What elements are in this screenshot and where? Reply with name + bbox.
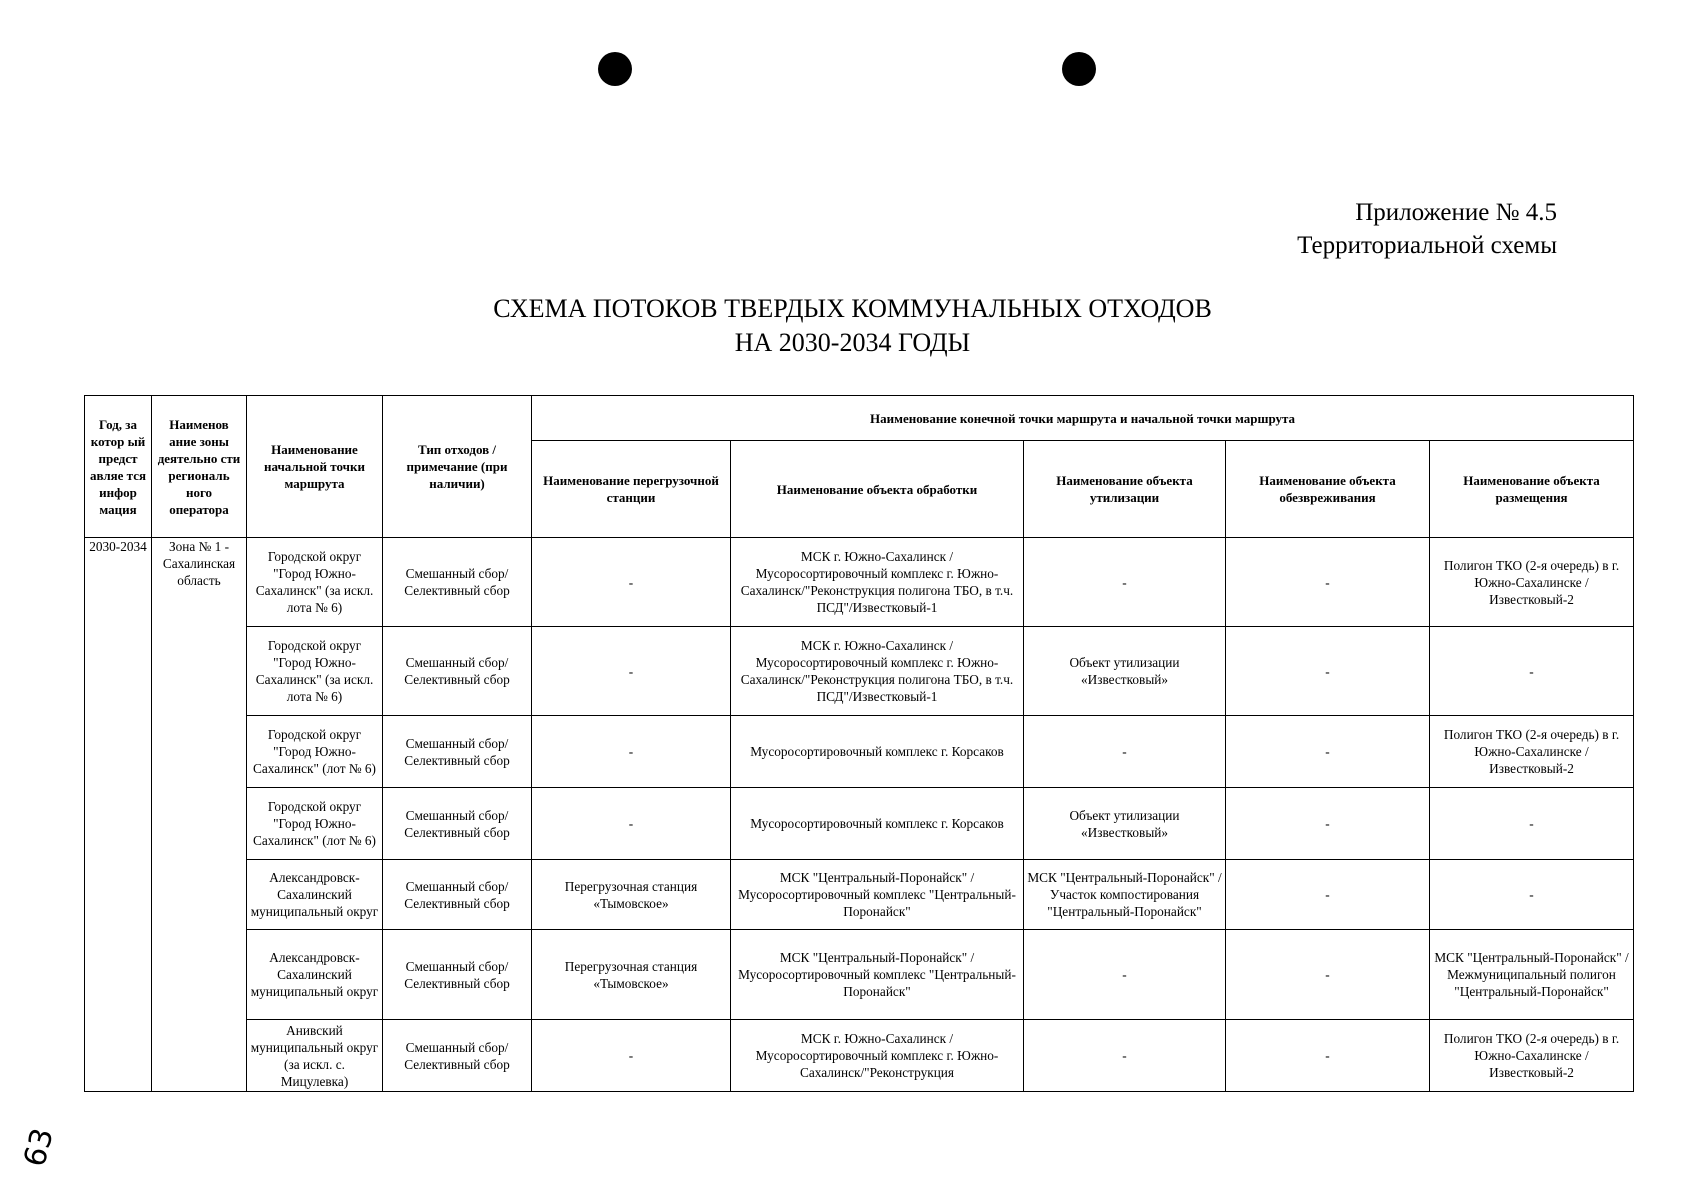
neutralization-cell: - (1226, 716, 1430, 788)
appendix-line-1: Приложение № 4.5 (1355, 199, 1557, 226)
start-point-cell: Александровск-Сахалинский муниципальный округ (247, 930, 383, 1020)
waste-flow-table (84, 395, 1634, 1092)
processing-cell: Мусоросортировочный комплекс г. Корсаков (731, 788, 1024, 860)
placement-cell: Полигон ТКО (2-я очередь) в г. Южно-Сахалинске / Известковый-2 (1430, 716, 1634, 788)
processing-cell: МСК "Центральный-Поронайск" / Мусоросортировочный комплекс "Центральный-Поронайск" (731, 930, 1024, 1020)
document-title (0, 292, 1705, 360)
table-row (85, 860, 1634, 930)
appendix-line-2: Территориальной схемы (1297, 232, 1557, 259)
zone-cell: Зона № 1 - Сахалинская область (152, 538, 247, 1092)
neutralization-cell: - (1226, 930, 1430, 1020)
header-processing: Наименование объекта обработки (731, 441, 1024, 538)
transfer-cell: - (532, 538, 731, 627)
handwritten-page-number: 63 (17, 1124, 61, 1171)
table-row (85, 538, 1634, 627)
punch-hole-right (1062, 52, 1096, 86)
start-point-cell: Городской округ "Город Южно-Сахалинск" (лот № 6) (247, 788, 383, 860)
title-line-1: СХЕМА ПОТОКОВ ТВЕРДЫХ КОММУНАЛЬНЫХ ОТХОДОВ (493, 294, 1212, 323)
transfer-cell: Перегрузочная станция «Тымовское» (532, 930, 731, 1020)
neutralization-cell: - (1226, 788, 1430, 860)
start-point-cell: Городской округ "Город Южно-Сахалинск" (за искл. лота № 6) (247, 538, 383, 627)
waste-type-cell: Смешанный сбор/ Селективный сбор (383, 1020, 532, 1092)
header-neutralization: Наименование объекта обезвреживания (1226, 441, 1430, 538)
header-utilization: Наименование объекта утилизации (1024, 441, 1226, 538)
transfer-cell: Перегрузочная станция «Тымовское» (532, 860, 731, 930)
transfer-cell: - (532, 788, 731, 860)
table-row (85, 1020, 1634, 1092)
neutralization-cell: - (1226, 1020, 1430, 1092)
table-row (85, 930, 1634, 1020)
placement-cell: Полигон ТКО (2-я очередь) в г. Южно-Сахалинске / Известковый-2 (1430, 1020, 1634, 1092)
placement-cell: МСК "Центральный-Поронайск" / Межмуниципальный полигон "Центральный-Поронайск" (1430, 930, 1634, 1020)
start-point-cell: Городской округ "Город Южно-Сахалинск" (за искл. лота № 6) (247, 627, 383, 716)
placement-cell: - (1430, 788, 1634, 860)
processing-cell: МСК г. Южно-Сахалинск / Мусоросортировочный комплекс г. Южно-Сахалинск/"Реконструкция полигона ТБО, в т.ч. ПСД"/Известковый-1 (731, 538, 1024, 627)
utilization-cell: Объект утилизации «Известковый» (1024, 627, 1226, 716)
transfer-cell: - (532, 627, 731, 716)
title-line-2: НА 2030-2034 ГОДЫ (734, 328, 971, 357)
start-point-cell: Александровск-Сахалинский муниципальный округ (247, 860, 383, 930)
placement-cell: - (1430, 627, 1634, 716)
placement-cell: Полигон ТКО (2-я очередь) в г. Южно-Сахалинске / Известковый-2 (1430, 538, 1634, 627)
waste-type-cell: Смешанный сбор/ Селективный сбор (383, 930, 532, 1020)
neutralization-cell: - (1226, 538, 1430, 627)
processing-cell: МСК г. Южно-Сахалинск / Мусоросортировочный комплекс г. Южно-Сахалинск/"Реконструкция полигона ТБО, в т.ч. ПСД"/Известковый-1 (731, 627, 1024, 716)
start-point-cell: Городской округ "Город Южно-Сахалинск" (лот № 6) (247, 716, 383, 788)
utilization-cell: - (1024, 930, 1226, 1020)
neutralization-cell: - (1226, 627, 1430, 716)
transfer-cell: - (532, 716, 731, 788)
waste-type-cell: Смешанный сбор/ Селективный сбор (383, 716, 532, 788)
placement-cell: - (1430, 860, 1634, 930)
utilization-cell: - (1024, 538, 1226, 627)
processing-cell: МСК "Центральный-Поронайск" / Мусоросортировочный комплекс "Центральный-Поронайск" (731, 860, 1024, 930)
header-transfer-station: Наименование перегрузочной станции (532, 441, 731, 538)
start-point-cell: Анивский муниципальный округ (за искл. с. Мицулевка) (247, 1020, 383, 1092)
header-row-1 (85, 396, 1634, 441)
waste-type-cell: Смешанный сбор/ Селективный сбор (383, 627, 532, 716)
utilization-cell: - (1024, 716, 1226, 788)
neutralization-cell: - (1226, 860, 1430, 930)
header-endpoint-group: Наименование конечной точки маршрута и начальной точки маршрута (532, 396, 1634, 441)
header-zone: Наименов ание зоны деятельно сти региональ ного оператора (152, 396, 247, 538)
waste-type-cell: Смешанный сбор/ Селективный сбор (383, 788, 532, 860)
year-cell: 2030-2034 (85, 538, 152, 1092)
appendix-label (1297, 196, 1557, 262)
waste-type-cell: Смешанный сбор/ Селективный сбор (383, 538, 532, 627)
processing-cell: Мусоросортировочный комплекс г. Корсаков (731, 716, 1024, 788)
utilization-cell: Объект утилизации «Известковый» (1024, 788, 1226, 860)
utilization-cell: МСК "Центральный-Поронайск" / Участок компостирования "Центральный-Поронайск" (1024, 860, 1226, 930)
header-year: Год, за котор ый предст авляе тся инфор мация (85, 396, 152, 538)
transfer-cell: - (532, 1020, 731, 1092)
processing-cell: МСК г. Южно-Сахалинск / Мусоросортировочный комплекс г. Южно-Сахалинск/"Реконструкция (731, 1020, 1024, 1092)
table-row (85, 788, 1634, 860)
table-row (85, 627, 1634, 716)
waste-type-cell: Смешанный сбор/ Селективный сбор (383, 860, 532, 930)
header-waste-type: Тип отходов / примечание (при наличии) (383, 396, 532, 538)
utilization-cell: - (1024, 1020, 1226, 1092)
punch-hole-left (598, 52, 632, 86)
header-placement: Наименование объекта размещения (1430, 441, 1634, 538)
header-start-point: Наименование начальной точки маршрута (247, 396, 383, 538)
table-row (85, 716, 1634, 788)
